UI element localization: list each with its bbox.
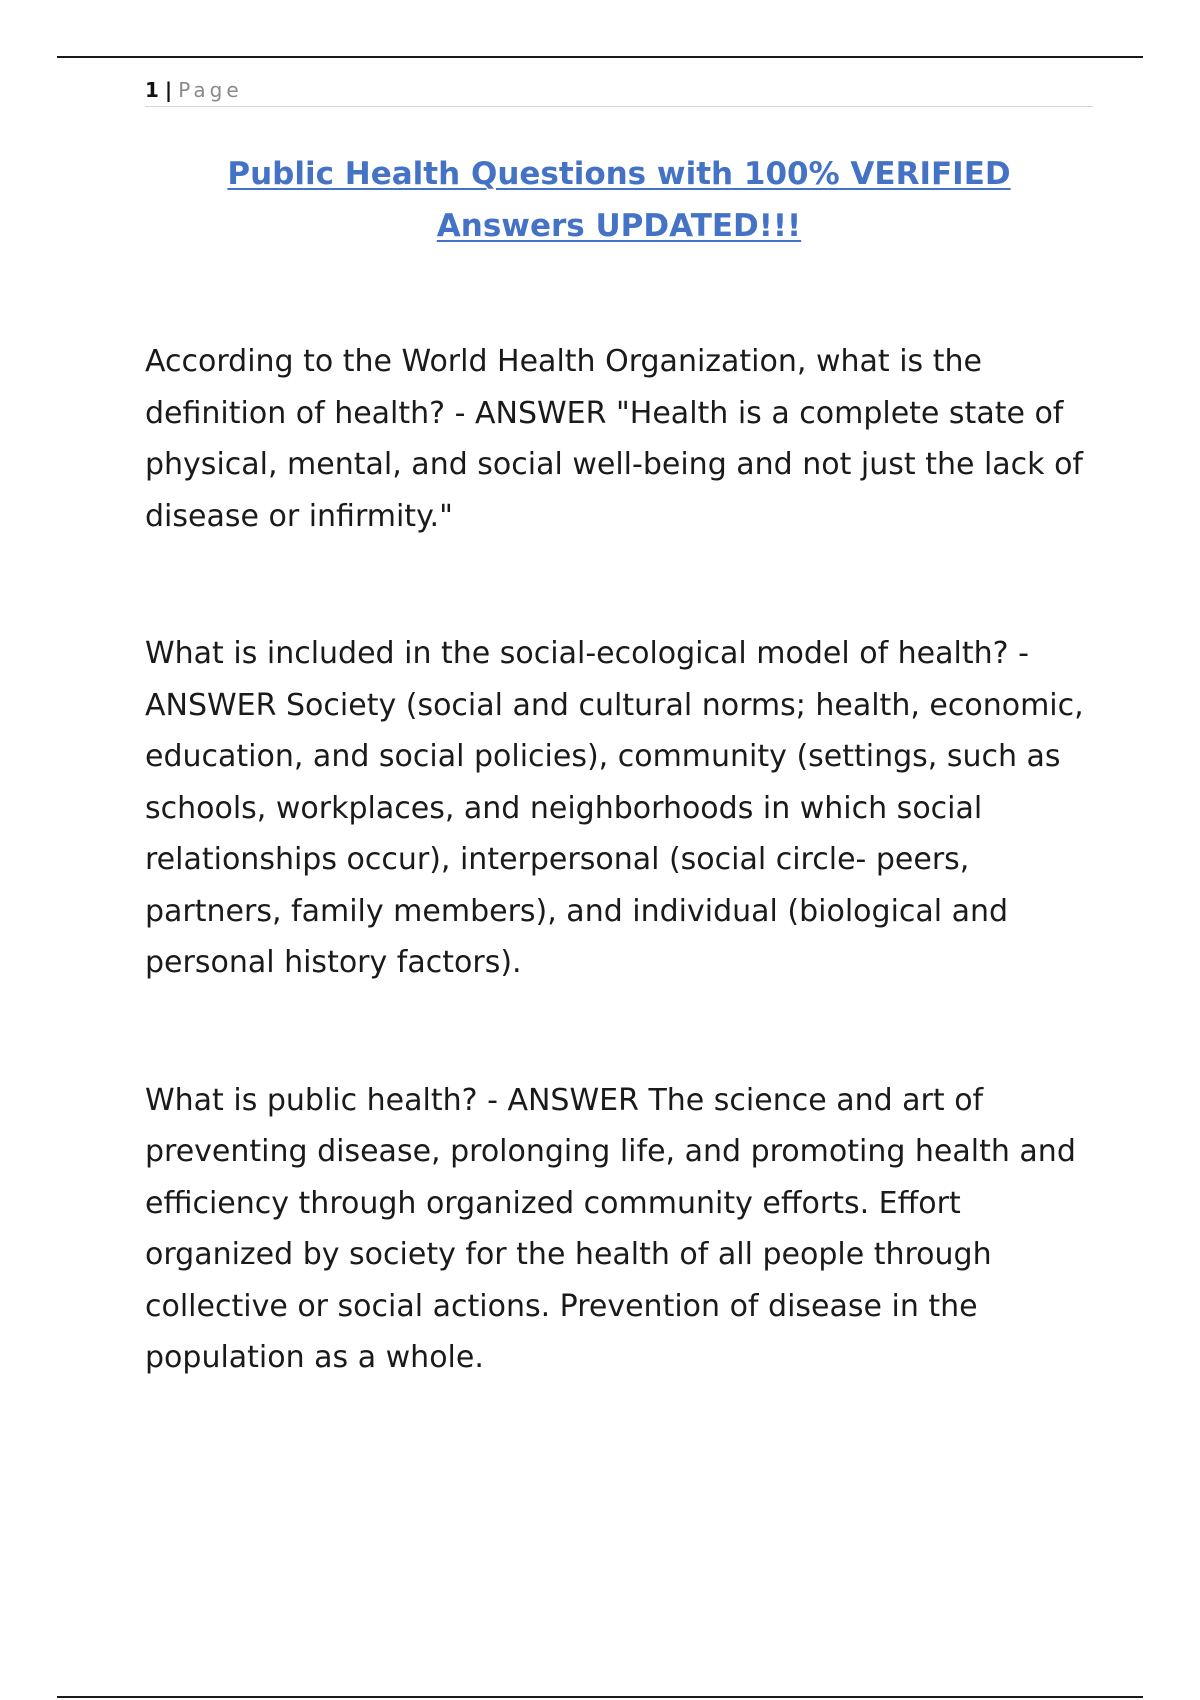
document-title	[145, 148, 1093, 252]
qa-item-who-definition: According to the World Health Organization, what is the definition of health? - ANSWER "Health is a complete state of physical, mental, and social well-being and not just the lack of disease or infirmity."	[145, 344, 1083, 534]
page-separator: |	[164, 78, 173, 102]
title-line-2: Answers UPDATED!!!	[436, 208, 802, 244]
page-label: Page	[178, 78, 243, 102]
page-number: 1	[145, 78, 159, 102]
page-header	[145, 74, 1093, 107]
top-rule	[57, 56, 1143, 58]
bottom-rule	[57, 1696, 1143, 1698]
qa-item-social-ecological-model: What is included in the social-ecological model of health? - ANSWER Society (social and cultural norms; health, economic, education, and social policies), community (settings, such as schools, workplaces, and neighborhoods in which social relationships occur), interpersonal (social circle- peers, partners, family members), and individual (biological and personal history factors).	[145, 636, 1084, 980]
document-body	[145, 336, 1100, 1384]
title-line-1: Public Health Questions with 100% VERIFIED	[227, 156, 1011, 192]
qa-item-public-health: What is public health? - ANSWER The science and art of preventing disease, prolonging life, and promoting health and efficiency through organized community efforts. Effort organized by society for the health of all people through collective or social actions. Prevention of disease in the population as a whole.	[145, 1082, 1076, 1375]
